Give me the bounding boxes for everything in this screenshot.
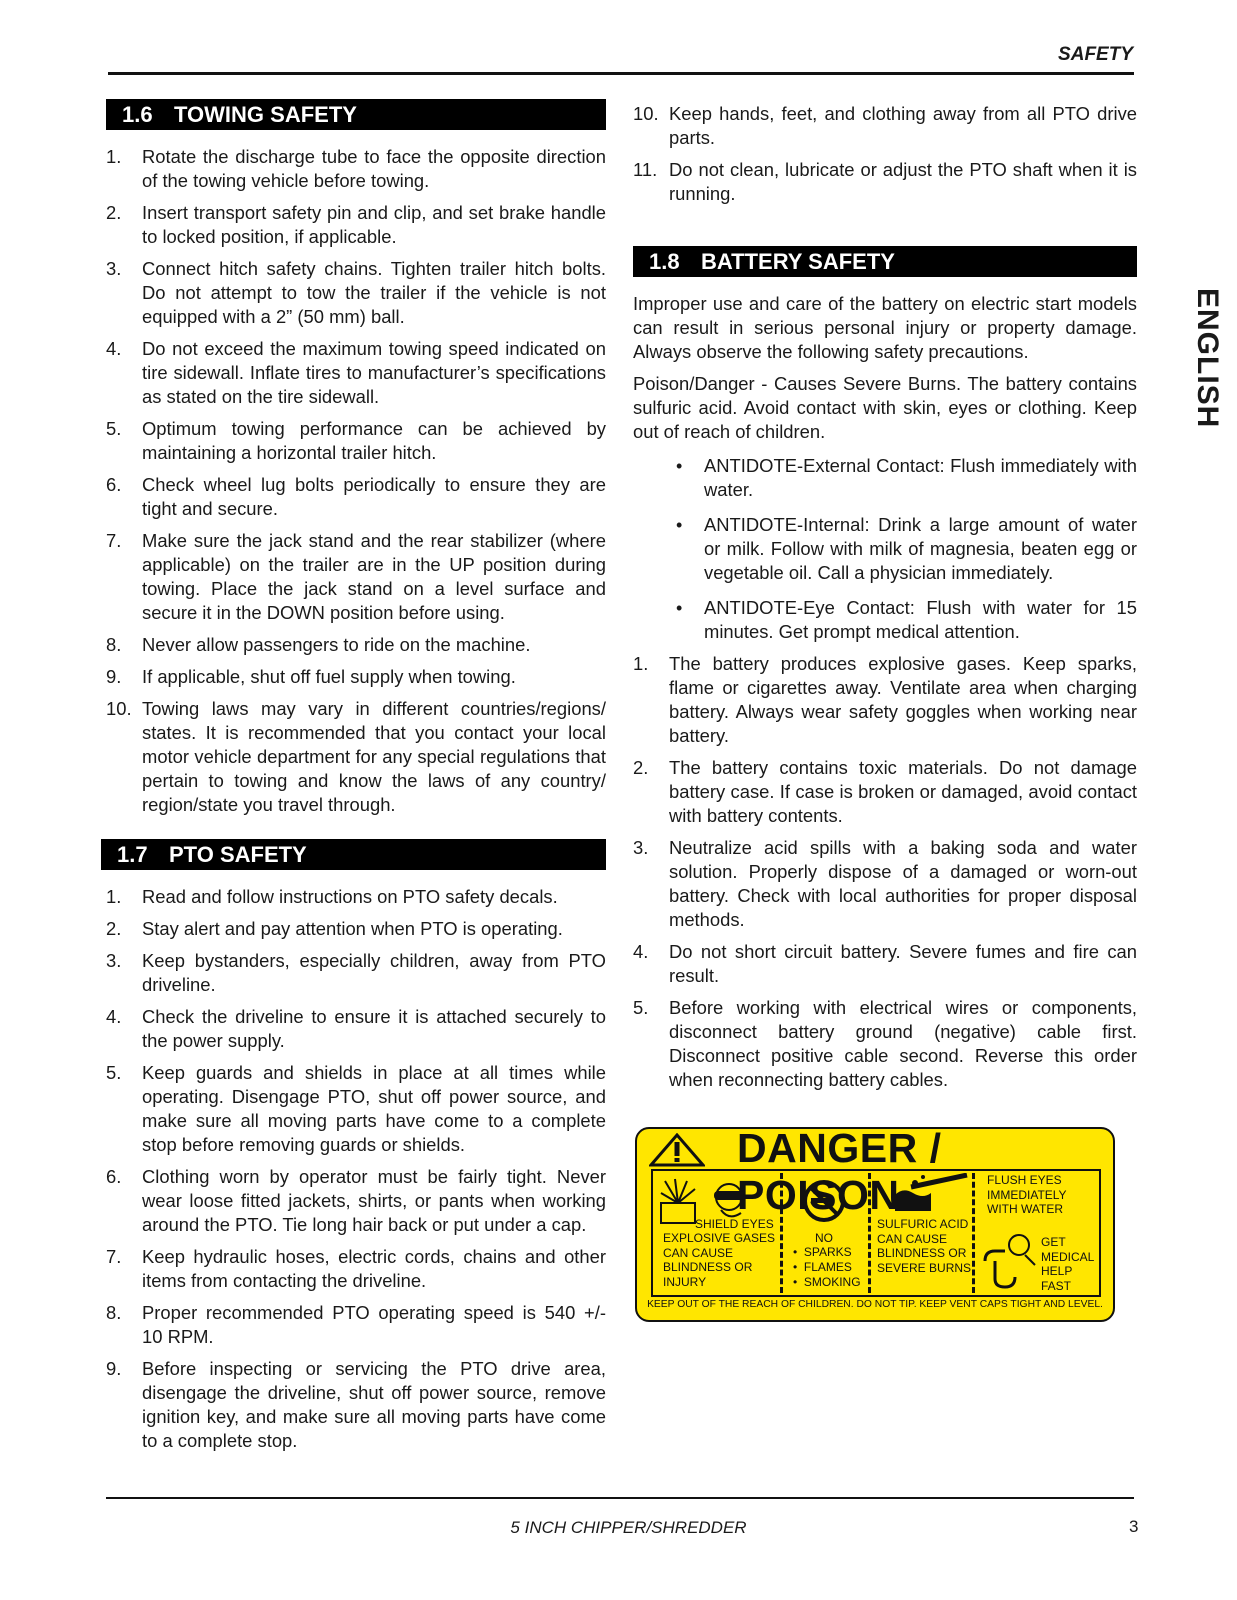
divider xyxy=(868,1173,871,1293)
pto-safety-heading xyxy=(101,839,606,870)
shield-eyes-text: SHIELD EYES xyxy=(695,1217,774,1231)
battery-poison-warning: Poison/Danger - Causes Severe Burns. The battery contains sulfuric acid. Avoid contact with skin, eyes or clothing. Keep out of reach of children. xyxy=(633,373,1137,442)
page-number: 3 xyxy=(1129,1517,1139,1536)
list-item: 1. Rotate the discharge tube to face the opposite direction of the towing vehicle before towing. xyxy=(106,146,606,191)
list-item: 3. Neutralize acid spills with a baking soda and water solution. Properly dispose of a damaged or worn-out battery. Check with local authorities for proper disposal methods. xyxy=(633,837,1137,930)
danger-title: DANGER / xyxy=(737,1127,942,1171)
list-item: 6. Clothing worn by operator must be fairly tight. Never wear loose fitted jackets, shirts, or pants when working around the PTO. Tie long hair back or put under a cap. xyxy=(106,1166,606,1235)
list-item-text: Rotate the discharge tube to face the opposite direction of the towing vehicle before towing. xyxy=(142,146,606,191)
list-item-text: Do not exceed the maximum towing speed indicated on tire sidewall. Inflate tires to manufacturer’s specifications as stated on the tire sidewall. xyxy=(142,338,606,407)
battery-intro: Improper use and care of the battery on electric start models can result in serious personal injury or property damage. Always observe the following safety precautions. xyxy=(633,293,1137,362)
towing-list xyxy=(106,145,606,817)
list-item-text: Before inspecting or servicing the PTO drive area, disengage the driveline, shut off power source, remove ignition key, and make sure all moving parts have come to a complete stop. xyxy=(142,1358,606,1451)
list-item: 11. Do not clean, lubricate or adjust the PTO shaft when it is running. xyxy=(633,159,1137,204)
list-item: 2. Stay alert and pay attention when PTO is operating. xyxy=(106,918,563,939)
right-column xyxy=(633,102,1137,1100)
list-item: 10. Keep hands, feet, and clothing away from all PTO drive parts. xyxy=(633,103,1137,148)
list-item: 3. Connect hitch safety chains. Tighten trailer hitch bolts. Do not attempt to tow the trailer if the vehicle is not equipped with a 2” (50 mm) ball. xyxy=(106,258,606,327)
list-item-text: Neutralize acid spills with a baking soda and water solution. Properly dispose of a damaged or worn-out battery. Check with local authorities for proper disposal methods. xyxy=(669,837,1137,930)
list-item: 4. Check the driveline to ensure it is attached securely to the power supply. xyxy=(106,1006,606,1051)
list-item-text: Keep hands, feet, and clothing away from all PTO drive parts. xyxy=(669,103,1137,148)
no-item: SPARKS xyxy=(803,1245,852,1259)
list-item-text: The battery produces explosive gases. Keep sparks, flame or cigarettes away. Ventilate area when charging battery. Always wear safety goggles when working near battery. xyxy=(669,653,1137,746)
list-item-text: Read and follow instructions on PTO safety decals. xyxy=(142,886,558,907)
section-title: PTO SAFETY xyxy=(169,842,307,867)
no-text: NO xyxy=(815,1231,833,1245)
list-item: 9. If applicable, shut off fuel supply when towing. xyxy=(106,666,516,687)
list-item-text: Keep bystanders, especially children, away from PTO driveline. xyxy=(142,950,606,995)
list-item-text: Towing laws may vary in different countries/regions/ states. It is recommended that you contact your local motor vehicle department for any special regulations that pertain to towing and know the laws of any country/ region/state you travel through. xyxy=(142,698,606,815)
footer-rule xyxy=(106,1497,1134,1499)
pto-list-continued xyxy=(633,102,1137,206)
list-item-text: Do not clean, lubricate or adjust the PTO shaft when it is running. xyxy=(669,159,1137,204)
pto-list xyxy=(106,885,606,1453)
divider xyxy=(972,1173,975,1293)
list-item-text: Keep hydraulic hoses, electric cords, chains and other items from contacting the driveline. xyxy=(142,1246,606,1291)
list-item: 5. Optimum towing performance can be achieved by maintaining a horizontal trailer hitch. xyxy=(106,418,606,463)
bullet-item: • ANTIDOTE-Eye Contact: Flush with water for 15 minutes. Get prompt medical attention. xyxy=(676,597,1137,642)
explosive-gases-text: EXPLOSIVE GASES CAN CAUSE BLINDNESS OR INJURY xyxy=(663,1231,776,1289)
list-item: 5. Keep guards and shields in place at all times while operating. Disengage PTO, shut off power source, and make sure all moving parts have come to a complete stop before removing guards or shields. xyxy=(106,1062,606,1155)
label-panel xyxy=(651,1169,1101,1297)
section-title: TOWING SAFETY xyxy=(174,102,357,127)
list-item: 1. Read and follow instructions on PTO safety decals. xyxy=(106,886,558,907)
divider xyxy=(780,1173,783,1293)
section-number: 1.7 xyxy=(117,842,148,867)
list-item: 6. Check wheel lug bolts periodically to ensure they are tight and secure. xyxy=(106,474,606,519)
list-item: 4. Do not exceed the maximum towing speed indicated on tire sidewall. Inflate tires to manufacturer’s specifications as stated on the tire sidewall. xyxy=(106,338,606,407)
list-item-text: If applicable, shut off fuel supply when towing. xyxy=(142,666,516,687)
warning-triangle-icon xyxy=(649,1133,705,1167)
left-column xyxy=(106,99,606,1461)
list-item-text: Never allow passengers to ride on the machine. xyxy=(142,634,531,655)
list-item-text: The battery contains toxic materials. Do not damage battery case. If case is broken or damaged, avoid contact with battery contents. xyxy=(669,757,1137,826)
list-item-text: Keep guards and shields in place at all times while operating. Disengage PTO, shut off power source, and make sure all moving parts have come to a complete stop before removing guards or shields. xyxy=(142,1062,606,1155)
towing-safety-heading xyxy=(106,99,606,130)
no-smoking-icon xyxy=(802,1179,846,1223)
list-item: 7. Make sure the jack stand and the rear stabilizer (where applicable) on the trailer are in the UP position during towing. Place the jack stand on a level surface and secure it in the DOWN position before using. xyxy=(106,530,606,623)
header-section-title: SAFETY xyxy=(1058,44,1133,65)
header-rule xyxy=(108,72,1134,75)
list-item-text: Check wheel lug bolts periodically to ensure they are tight and secure. xyxy=(142,474,606,519)
list-item-text: Before working with electrical wires or components, disconnect battery ground (negative) cable first. Disconnect positive cable second. Reverse this order when reconnecting battery cables. xyxy=(669,997,1137,1090)
list-item: 1. The battery produces explosive gases. Keep sparks, flame or cigarettes away. Ventilate area when charging battery. Always wear safety goggles when working near battery. xyxy=(633,653,1137,746)
flush-eyes-text: FLUSH EYES IMMEDIATELY WITH WATER xyxy=(987,1173,1067,1216)
bullet-text: ANTIDOTE-Eye Contact: Flush with water for 15 minutes. Get prompt medical attention. xyxy=(704,597,1137,642)
footer-title: 5 INCH CHIPPER/SHREDDER xyxy=(510,1518,747,1537)
section-title: BATTERY SAFETY xyxy=(701,249,895,274)
section-number: 1.8 xyxy=(649,249,680,274)
list-item-text: Check the driveline to ensure it is attached securely to the power supply. xyxy=(142,1006,606,1051)
list-item: 7. Keep hydraulic hoses, electric cords, chains and other items from contacting the driveline. xyxy=(106,1246,606,1291)
battery-safety-heading xyxy=(633,246,1137,277)
list-item: 9. Before inspecting or servicing the PTO drive area, disengage the driveline, shut off power source, remove ignition key, and make sure all moving parts have come to a complete stop. xyxy=(106,1358,606,1451)
list-item-text: Clothing worn by operator must be fairly tight. Never wear loose fitted jackets, shirts, or pants when working around the PTO. Tie long hair back or put under a cap. xyxy=(142,1166,606,1235)
no-item: FLAMES xyxy=(803,1260,852,1274)
acid-burn-icon xyxy=(881,1173,971,1215)
battery-list xyxy=(633,652,1137,1092)
list-item: 2. The battery contains toxic materials. Do not damage battery case. If case is broken or damaged, avoid contact with battery contents. xyxy=(633,757,1137,826)
no-flames-text: • FLAMES xyxy=(793,1260,852,1274)
bullet-item: • ANTIDOTE-Internal: Drink a large amount of water or milk. Follow with milk of magnesia, beaten egg or vegetable oil. Call a physician immediately. xyxy=(676,514,1137,583)
bullet-text: ANTIDOTE-Internal: Drink a large amount of water or milk. Follow with milk of magnesia, beaten egg or vegetable oil. Call a physician immediately. xyxy=(704,514,1137,583)
list-item: 10. Towing laws may vary in different countries/regions/ states. It is recommended that you contact your local motor vehicle department for any special regulations that pertain to towing and know the laws of any country/ region/state you travel through. xyxy=(106,698,606,815)
list-item-text: Proper recommended PTO operating speed is 540 +/- 10 RPM. xyxy=(142,1302,606,1347)
list-item: 5. Before working with electrical wires or components, disconnect battery ground (negative) cable first. Disconnect positive cable second. Reverse this order when reconnecting battery cables. xyxy=(633,997,1137,1090)
list-item: 8. Never allow passengers to ride on the machine. xyxy=(106,634,531,655)
list-item-text: Insert transport safety pin and clip, and set brake handle to locked position, if applicable. xyxy=(142,202,606,247)
no-item: SMOKING xyxy=(803,1275,861,1289)
antidote-list xyxy=(633,454,1137,644)
bullet-text: ANTIDOTE-External Contact: Flush immediately with water. xyxy=(704,455,1137,500)
list-item-text: Optimum towing performance can be achieved by maintaining a horizontal trailer hitch. xyxy=(142,418,606,463)
no-smoking-text: • SMOKING xyxy=(793,1275,861,1289)
list-item-text: Connect hitch safety chains. Tighten trailer hitch bolts. Do not attempt to tow the trailer if the vehicle is not equipped with a 2” (50 mm) ball. xyxy=(142,258,606,327)
bullet-item: • ANTIDOTE-External Contact: Flush immediately with water. xyxy=(676,455,1137,500)
eyewash-medical-icon xyxy=(979,1231,1041,1291)
section-number: 1.6 xyxy=(122,102,153,127)
no-sparks-text: • SPARKS xyxy=(793,1245,852,1259)
list-item: 8. Proper recommended PTO operating speed is 540 +/- 10 RPM. xyxy=(106,1302,606,1347)
list-item-text: Make sure the jack stand and the rear stabilizer (where applicable) on the trailer are in the UP position during towing. Place the jack stand on a level surface and secure it in the DOWN position before using. xyxy=(142,530,606,623)
list-item: 4. Do not short circuit battery. Severe fumes and fire can result. xyxy=(633,941,1137,986)
list-item-text: Do not short circuit battery. Severe fumes and fire can result. xyxy=(669,941,1137,986)
label-warning-text: KEEP OUT OF THE REACH OF CHILDREN. DO NOT TIP. KEEP VENT CAPS TIGHT AND LEVEL. xyxy=(647,1299,1103,1310)
language-tab: ENGLISH xyxy=(1191,288,1224,429)
sulfuric-acid-text: SULFURIC ACID CAN CAUSE BLINDNESS OR SEVERE BURNS xyxy=(877,1217,972,1275)
get-medical-help-text: GET MEDICAL HELP FAST xyxy=(1041,1235,1094,1293)
list-item: 3. Keep bystanders, especially children, away from PTO driveline. xyxy=(106,950,606,995)
list-item-text: Stay alert and pay attention when PTO is operating. xyxy=(142,918,563,939)
list-item: 2. Insert transport safety pin and clip, and set brake handle to locked position, if applicable. xyxy=(106,202,606,247)
danger-poison-label xyxy=(635,1127,1115,1322)
